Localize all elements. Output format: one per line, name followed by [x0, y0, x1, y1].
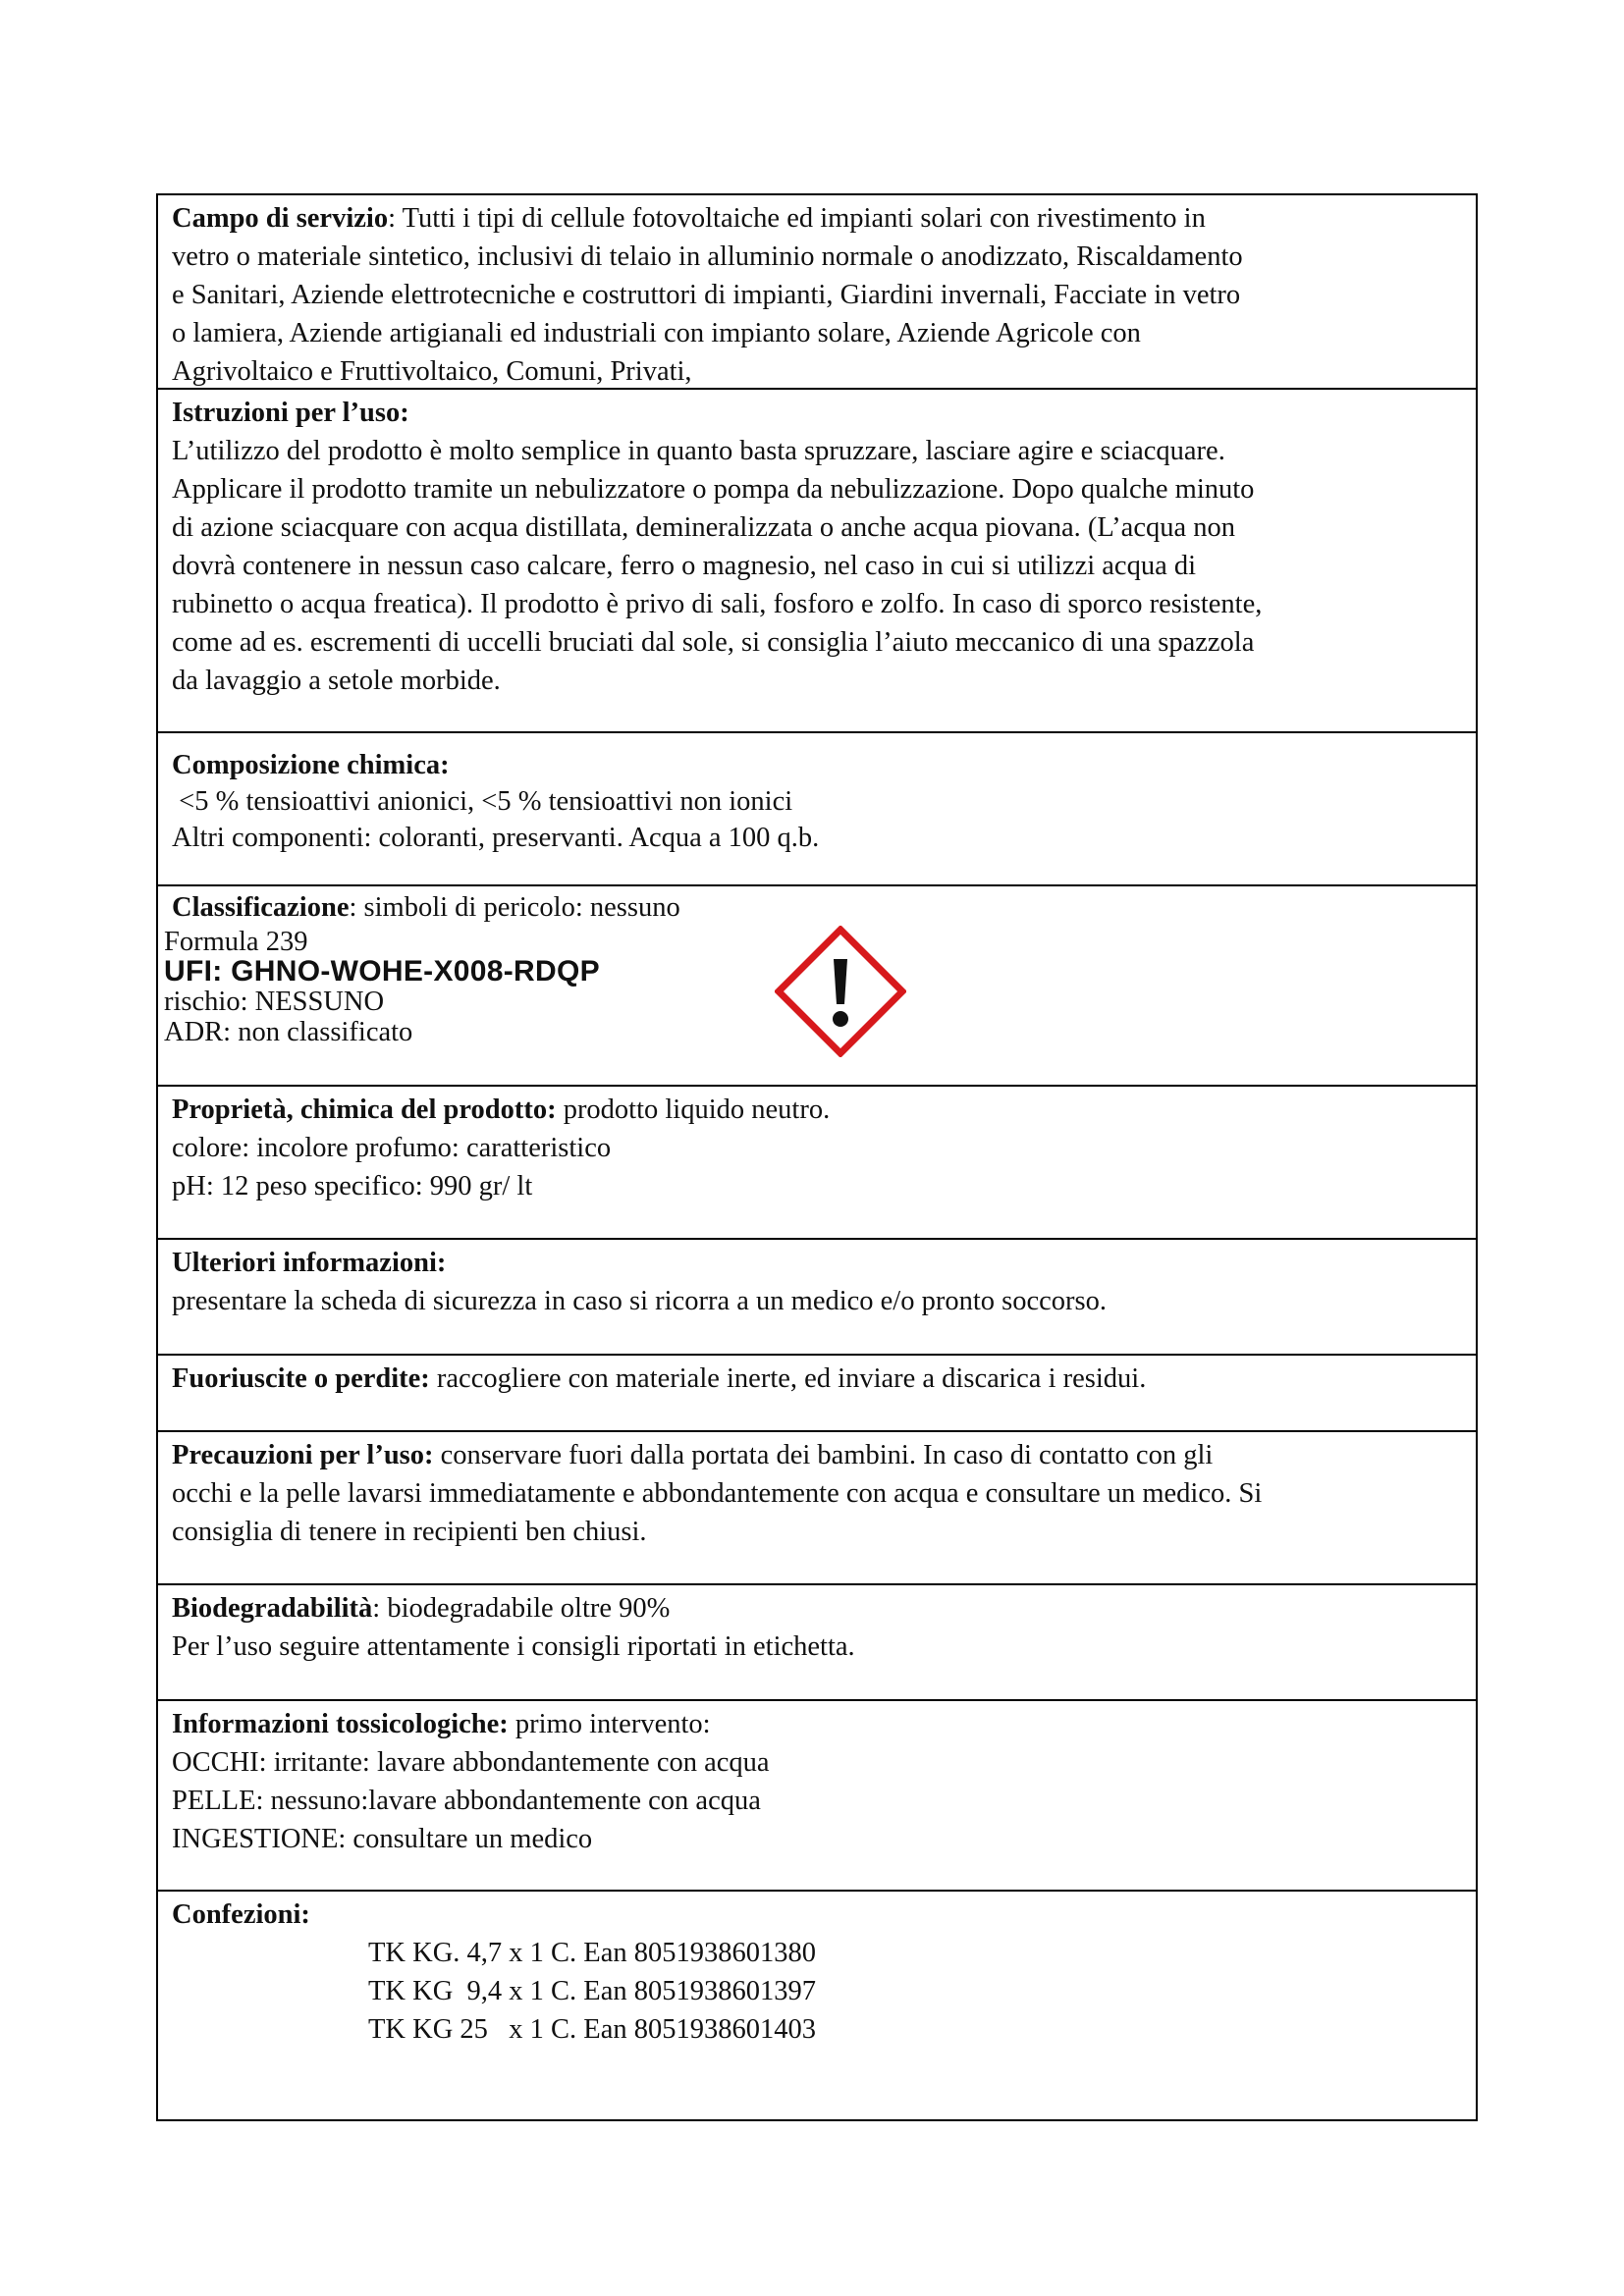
section-line: di azione sciacquare con acqua distillata, demineralizzata o anche acqua piovana. (L’acqua non [172, 512, 1235, 543]
section-campo-di-servizio: Campo di servizio: Tutti i tipi di cellule fotovoltaiche ed impianti solari con rivestimento in vetro o materiale sintetico, inclusivi di telaio in alluminio normale o anodizzato, Riscaldamento e Sanitari, Aziende elettrotecniche e costruttori di impianti, Giardini invernali, Facciate in vetro o lamiera, Aziende artigianali ed industriali con impianto solare, Aziende Agricole con Agrivoltaico e Fruttivoltaico, Comuni, Privati, [158, 195, 1476, 388]
section-line: INGESTIONE: consultare un medico [172, 1824, 593, 1854]
section-line: presentare la scheda di sicurezza in caso si ricorra a un medico e/o pronto soccorso. [172, 1286, 1107, 1316]
section-title: Composizione chimica: [172, 750, 450, 780]
section-title: Biodegradabilità [172, 1593, 373, 1624]
section-title: Proprietà, chimica del prodotto: [172, 1095, 557, 1125]
section-line: Altri componenti: coloranti, preservanti. Acqua a 100 q.b. [172, 823, 820, 853]
section-line: Applicare il prodotto tramite un nebulizzatore o pompa da nebulizzazione. Dopo qualche minuto [172, 474, 1255, 505]
section-title: Ulteriori informazioni: [172, 1248, 447, 1278]
section-composizione [158, 731, 1476, 884]
package-line: TK KG. 4,7 x 1 C. Ean 8051938601380 [368, 1938, 816, 1968]
section-title: Informazioni tossicologiche: [172, 1709, 509, 1739]
section-precauzioni [158, 1430, 1476, 1583]
section-biodegradabilita [158, 1583, 1476, 1699]
section-title: Confezioni: [172, 1899, 310, 1930]
section-title: Precauzioni per l’uso: [172, 1440, 434, 1470]
section-line: come ad es. escrementi di uccelli bruciati dal sole, si consiglia l’aiuto meccanico di una spazzola [172, 627, 1255, 658]
adr-label: ADR: non classificato [164, 1017, 413, 1047]
section-line: occhi e la pelle lavarsi immediatamente e abbondantemente con acqua e consultare un medico. Si [172, 1478, 1263, 1509]
section-title: Fuoriuscite o perdite: [172, 1363, 430, 1394]
section-line: colore: incolore profumo: caratteristico [172, 1133, 612, 1163]
section-classificazione [158, 884, 1476, 1085]
section-text: raccogliere con materiale inerte, ed inviare a discarica i residui. [429, 1363, 1147, 1394]
section-confezioni [158, 1890, 1476, 2119]
section-line: L’utilizzo del prodotto è molto semplice in quanto basta spruzzare, lasciare agire e sciacquare. [172, 436, 1225, 466]
section-text: prodotto liquido neutro. [556, 1095, 831, 1125]
section-text: : biodegradabile oltre 90% [372, 1593, 671, 1624]
section-fuoriuscite [158, 1354, 1476, 1430]
package-line: TK KG 9,4 x 1 C. Ean 8051938601397 [368, 1976, 816, 2006]
section-line: da lavaggio a setole morbide. [172, 666, 501, 696]
rischio-label: rischio: NESSUNO [164, 987, 385, 1017]
ghs-exclamation-icon [775, 926, 906, 1057]
section-line: <5 % tensioattivi anionici, <5 % tensioattivi non ionici [172, 786, 793, 817]
section-text: Tutti i tipi di cellule fotovoltaiche ed impianti solari con rivestimento in [402, 203, 1206, 234]
section-text: conservare fuori dalla portata dei bambini. In caso di contatto con gli [433, 1440, 1214, 1470]
section-line: Per l’uso seguire attentamente i consigli riportati in etichetta. [172, 1631, 855, 1662]
section-text: primo intervento: [508, 1709, 711, 1739]
section-proprieta [158, 1085, 1476, 1238]
section-line: o lamiera, Aziende artigianali ed industriali con impianto solare, Aziende Agricole con [172, 318, 1141, 348]
section-line: rubinetto o acqua freatica). Il prodotto è privo di sali, fosforo e zolfo. In caso di sporco resistente, [172, 589, 1263, 619]
section-ulteriori-informazioni [158, 1238, 1476, 1354]
section-line: vetro o materiale sintetico, inclusivi di telaio in alluminio normale o anodizzato, Riscaldamento [172, 241, 1243, 272]
section-line: pH: 12 peso specifico: 990 gr/ lt [172, 1171, 533, 1201]
section-line: consiglia di tenere in recipienti ben chiusi. [172, 1517, 647, 1547]
section-line: OCCHI: irritante: lavare abbondantemente con acqua [172, 1747, 770, 1778]
section-istruzioni [158, 388, 1476, 731]
formula-label: Formula 239 [164, 927, 308, 957]
section-tossicologiche [158, 1699, 1476, 1890]
section-title: Classificazione [172, 892, 350, 923]
section-text: : simboli di pericolo: nessuno [349, 892, 680, 923]
package-line: TK KG 25 x 1 C. Ean 8051938601403 [368, 2014, 816, 2045]
section-line: e Sanitari, Aziende elettrotecniche e costruttori di impianti, Giardini invernali, Facciate in vetro [172, 280, 1241, 310]
section-line: PELLE: nessuno:lavare abbondantemente con acqua [172, 1786, 761, 1816]
product-data-sheet [156, 193, 1478, 2121]
ufi-code: UFI: GHNO-WOHE-X008-RDQP [164, 955, 600, 988]
section-title: Campo di servizio [172, 203, 389, 234]
section-line: dovrà contenere in nessun caso calcare, ferro o magnesio, nel caso in cui si utilizzi acqua di [172, 551, 1197, 581]
section-line: Agrivoltaico e Fruttivoltaico, Comuni, Privati, [172, 356, 692, 387]
section-title: Istruzioni per l’uso: [172, 398, 409, 428]
